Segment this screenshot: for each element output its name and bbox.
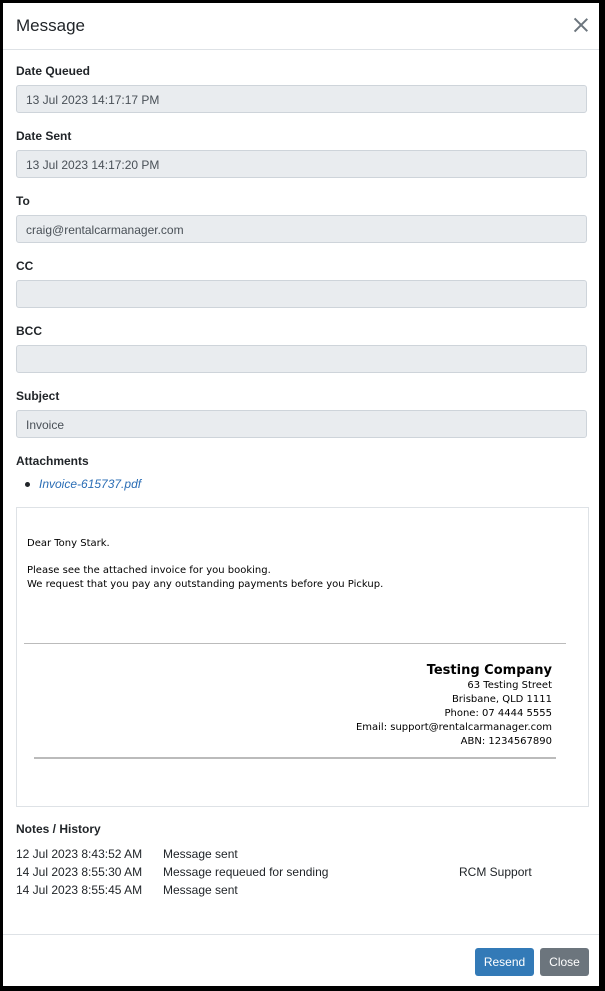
- to-field: craig@rentalcarmanager.com: [16, 215, 587, 243]
- dialog-header: [3, 3, 599, 50]
- history-message: Message requeued for sending: [163, 865, 329, 879]
- company-email: Email: support@rentalcarmanager.com: [355, 722, 552, 733]
- email-line-2: We request that you pay any outstanding payments before you Pickup.: [27, 579, 384, 590]
- history-row: [16, 865, 576, 883]
- cc-label: CC: [16, 259, 34, 273]
- divider: [24, 643, 566, 644]
- company-abn: ABN: 1234567890: [460, 736, 552, 747]
- close-icon[interactable]: [571, 15, 591, 35]
- date-queued-field: 13 Jul 2023 14:17:17 PM: [16, 85, 587, 113]
- date-sent-label: Date Sent: [16, 129, 72, 143]
- notes-history-label: Notes / History: [16, 822, 101, 836]
- company-address-2: Brisbane, QLD 1111: [451, 694, 552, 705]
- resend-button[interactable]: Resend: [475, 948, 534, 976]
- subject-label: Subject: [16, 389, 60, 403]
- email-preview: [16, 507, 589, 807]
- attachment-link[interactable]: Invoice-615737.pdf: [39, 477, 142, 491]
- date-sent-field: 13 Jul 2023 14:17:20 PM: [16, 150, 587, 178]
- history-user: RCM Support: [459, 865, 532, 879]
- company-address-1: 63 Testing Street: [467, 680, 552, 691]
- cc-field: [16, 280, 587, 308]
- dialog-footer: [3, 934, 599, 987]
- email-greeting: Dear Tony Stark.: [27, 538, 110, 549]
- message-dialog: [3, 3, 599, 986]
- dialog-title: Message: [16, 16, 85, 35]
- email-line-1: Please see the attached invoice for you booking.: [27, 565, 271, 576]
- close-button[interactable]: Close: [540, 948, 589, 976]
- history-date: 14 Jul 2023 8:55:45 AM: [16, 883, 143, 897]
- to-label: To: [16, 194, 30, 208]
- company-name: Testing Company: [426, 663, 552, 678]
- history-date: 14 Jul 2023 8:55:30 AM: [16, 865, 143, 879]
- attachments-label: Attachments: [16, 454, 89, 468]
- history-row: [16, 847, 576, 865]
- divider: [34, 757, 556, 759]
- company-phone: Phone: 07 4444 5555: [444, 708, 552, 719]
- history-date: 12 Jul 2023 8:43:52 AM: [16, 847, 143, 861]
- bullet-icon: [25, 482, 30, 487]
- date-queued-label: Date Queued: [16, 64, 91, 78]
- history-row: [16, 883, 576, 901]
- subject-field: Invoice: [16, 410, 587, 438]
- bcc-field: [16, 345, 587, 373]
- history-message: Message sent: [163, 883, 238, 897]
- bcc-label: BCC: [16, 324, 42, 338]
- history-message: Message sent: [163, 847, 238, 861]
